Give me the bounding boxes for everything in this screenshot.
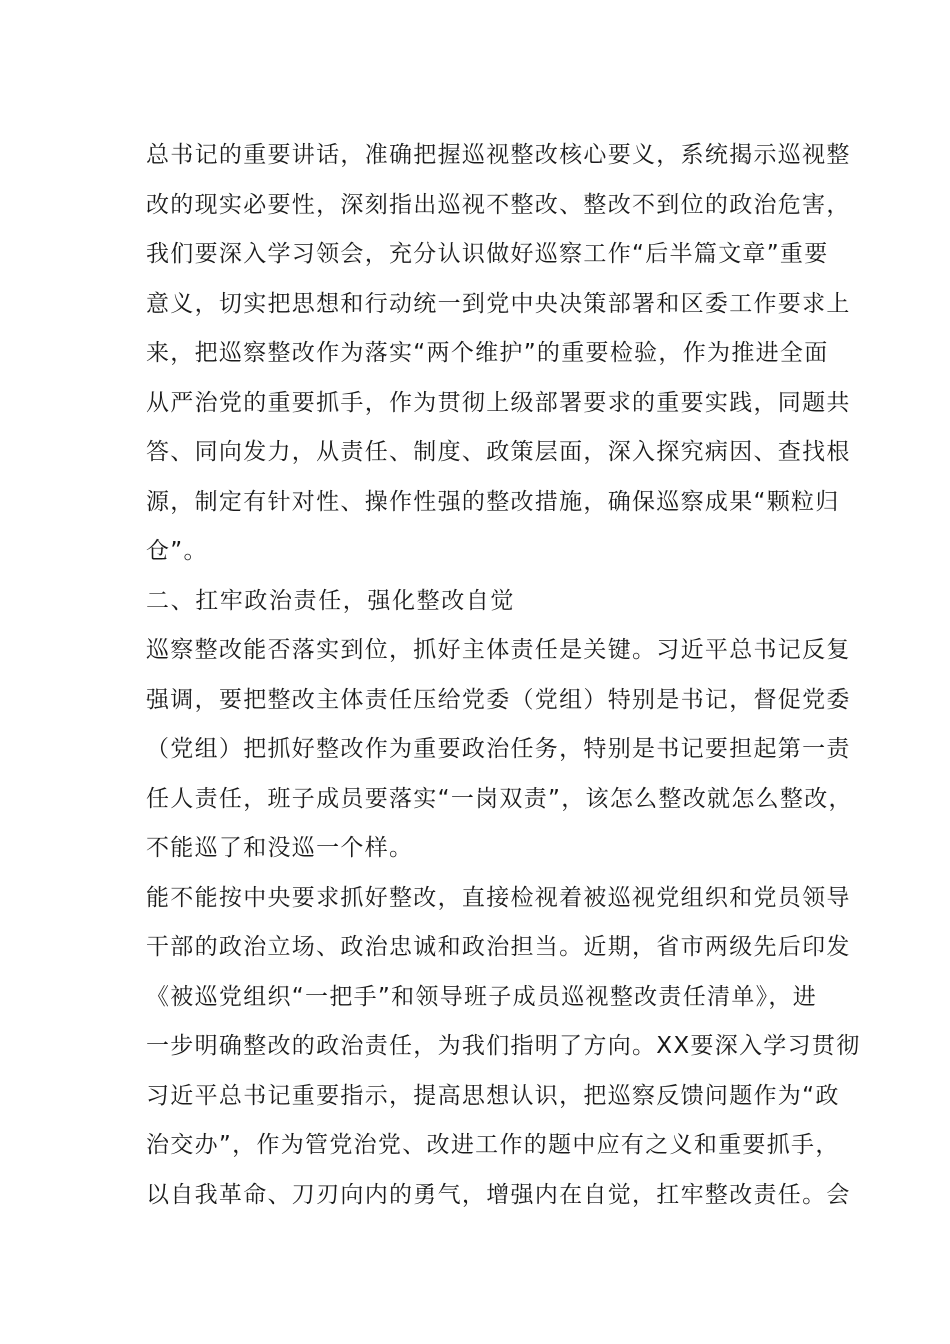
- body-line-17: 干部的政治立场、政治忠诚和政治担当。近期，省市两级先后印发: [146, 934, 851, 960]
- body-line-11: 巡察整改能否落实到位，抓好主体责任是关键。习近平总书记反复: [146, 637, 851, 663]
- body-line-15: 不能巡了和没巡一个样。: [146, 835, 414, 861]
- body-line-20: 习近平总书记重要指示，提高思想认识，把巡察反馈问题作为“政: [146, 1082, 840, 1109]
- body-line-21: 治交办”，作为管党治党、改进工作的题中应有之义和重要抓手，: [146, 1132, 840, 1158]
- body-line-13: （党组）把抓好整改作为重要政治任务，特别是书记要担起第一责: [146, 736, 851, 762]
- body-line-22: 以自我革命、刀刃向内的勇气，增强内在自觉，扛牢整改责任。会: [146, 1181, 851, 1208]
- body-line-19: 一步明确整改的政治责任，为我们指明了方向。XX要深入学习贯彻: [146, 1033, 861, 1059]
- body-line-9: 仓”。: [146, 538, 208, 564]
- body-line-16: 能不能按中央要求抓好整改，直接检视着被巡视党组织和党员领导: [146, 884, 851, 911]
- section-heading: 二、扛牢政治责任，强化整改自觉: [146, 587, 515, 614]
- body-line-5: 来，把巡察整改作为落实“两个维护”的重要检验，作为推进全面: [146, 340, 829, 366]
- body-line-8: 源，制定有针对性、操作性强的整改措施，确保巡察成果“颗粒归: [146, 488, 840, 515]
- body-line-18: 《被巡党组织“一把手”和领导班子成员巡视整改责任清单》，进: [146, 983, 818, 1010]
- body-line-12: 强调，要把整改主体责任压给党委（党组）特别是书记，督促党委: [146, 686, 851, 713]
- body-line-4: 意义，切实把思想和行动统一到党中央决策部署和区委工作要求上: [146, 290, 851, 317]
- body-line-6: 从严治党的重要抓手，作为贯彻上级部署要求的重要实践，同题共: [146, 389, 851, 416]
- document-body: [146, 131, 861, 1220]
- body-line-1: 总书记的重要讲话，准确把握巡视整改核心要义，系统揭示巡视整: [146, 142, 851, 168]
- body-line-14: 任人责任，班子成员要落实“一岗双责”，该怎么整改就怎么整改，: [146, 785, 853, 812]
- body-line-3: 我们要深入学习领会，充分认识做好巡察工作“后半篇文章”重要: [146, 241, 829, 267]
- body-line-7: 答、同向发力，从责任、制度、政策层面，深入探究病因、查找根: [146, 439, 851, 465]
- body-line-2: 改的现实必要性，深刻指出巡视不整改、整改不到位的政治危害，: [146, 191, 851, 218]
